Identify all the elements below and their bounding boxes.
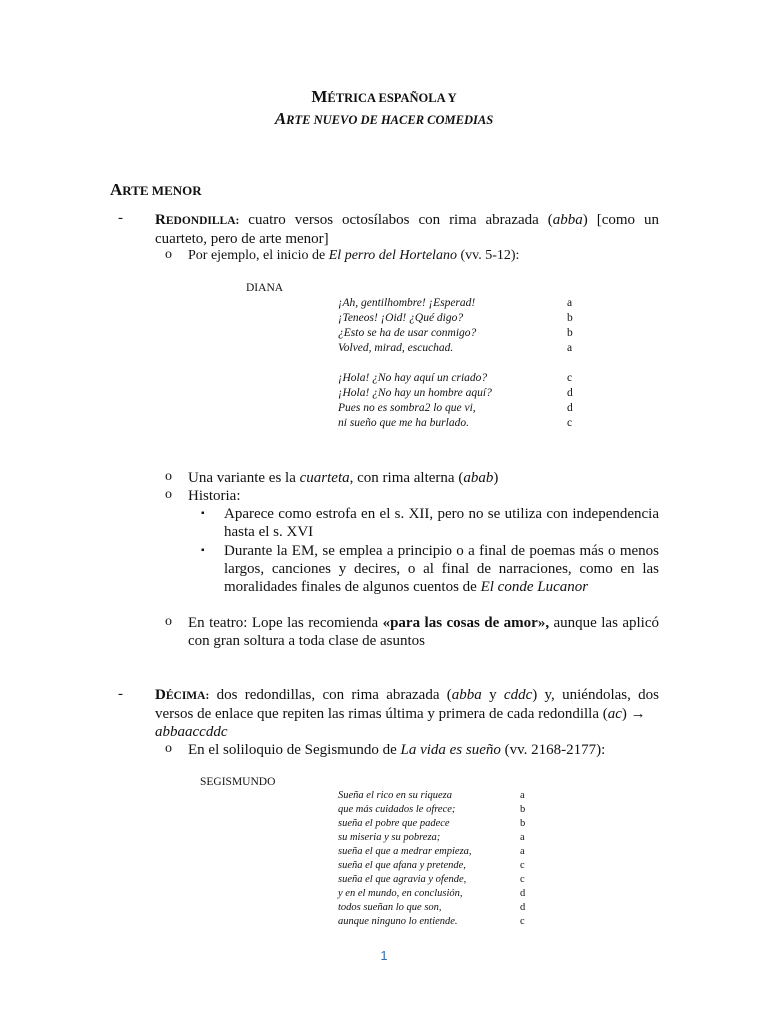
rhyme-letter: c xyxy=(520,916,525,927)
verse-line: ¿Esto se ha de usar conmigo? xyxy=(338,327,477,339)
arrow-icon: → xyxy=(630,706,646,722)
rhyme-letter: d xyxy=(567,387,573,399)
rhyme-letter: d xyxy=(567,402,573,414)
verse-line: aunque ninguno lo entiende. xyxy=(338,916,458,927)
history-item-1: Aparece como estrofa en el s. XII, pero no se utiliza con independencia hasta el s. XVI xyxy=(224,506,659,540)
circle-bullet: o xyxy=(165,487,172,502)
decima-term: DÉCIMA: xyxy=(155,687,210,703)
rhyme-letter: c xyxy=(520,860,525,871)
rhyme-letter: b xyxy=(520,804,526,815)
document-title-line-2: ARTE NUEVO DE HACER COMEDIAS xyxy=(274,109,494,128)
rhyme-letter: c xyxy=(520,874,525,885)
decima-definition: DÉCIMA: dos redondillas, con rima abrazada (abba y cddc) y, uniéndolas, dos versos de enlace que repiten las rimas última y primera de cada redondilla (ac) → abbaaccddc xyxy=(155,687,659,740)
circle-bullet: o xyxy=(165,469,172,484)
rhyme-letter: b xyxy=(567,327,573,339)
verse-line: ¡Teneos! ¡Oid! ¿Qué digo? xyxy=(338,312,464,324)
verse-line: ¡Hola! ¿No hay un hombre aquí? xyxy=(338,387,492,399)
rhyme-letter: a xyxy=(567,342,573,354)
circle-bullet: o xyxy=(165,247,172,262)
rhyme-letter: c xyxy=(567,372,573,384)
rhyme-letter: a xyxy=(520,846,525,857)
history-label: Historia: xyxy=(188,488,241,504)
speaker-diana: DIANA xyxy=(246,282,284,294)
document-title-line-1: MÉTRICA ESPAÑOLA Y xyxy=(311,87,457,106)
redondilla-definition: REDONDILLA: cuatro versos octosílabos con rima abrazada (abba) [como un cuarteto, pero de arte menor] xyxy=(155,212,659,247)
speaker-segismundo: SEGISMUNDO xyxy=(200,776,276,788)
dash-bullet: - xyxy=(118,210,123,226)
rhyme-letter: b xyxy=(567,312,573,324)
redondilla-term: REDONDILLA: xyxy=(155,212,240,228)
rhyme-letter: a xyxy=(520,790,525,801)
verse-line: ¡Hola! ¿No hay aquí un criado? xyxy=(338,372,488,384)
history-item-2: Durante la EM, se emplea a principio o a final de poemas más o menos largos, canciones y decires, o al final de narraciones, como en las moralidades finales de algunos cuentos de El conde Lucanor xyxy=(224,543,659,595)
circle-bullet: o xyxy=(165,614,172,629)
verse-line: sueña el que agravia y ofende, xyxy=(338,874,467,885)
circle-bullet: o xyxy=(165,741,172,756)
square-bullet: ▪ xyxy=(201,508,205,519)
verse-line: Sueña el rico en su riqueza xyxy=(338,790,453,801)
section-heading-arte-menor: ARTE MENOR xyxy=(110,180,202,199)
rhyme-letter: a xyxy=(520,832,525,843)
decima-example-intro: En el soliloquio de Segismundo de La vida es sueño (vv. 2168-2177): xyxy=(188,742,606,758)
verse-line: sueña el que afana y pretende, xyxy=(338,860,466,871)
dash-bullet: - xyxy=(118,686,123,702)
verse-line: y en el mundo, en conclusión, xyxy=(338,888,463,899)
rhyme-letter: a xyxy=(567,297,573,309)
verse-line: sueña el pobre que padece xyxy=(338,818,450,829)
verse-line: Volved, mirad, escuchad. xyxy=(338,342,454,354)
page-number: 1 xyxy=(380,948,388,963)
verse-line: ¡Ah, gentilhombre! ¡Esperad! xyxy=(338,297,476,309)
verse-line: su miseria y su pobreza; xyxy=(338,832,441,843)
theatre-note: En teatro: Lope las recomienda «para las cosas de amor», aunque las aplicó con gran soltura a toda clase de asuntos xyxy=(188,615,660,649)
rhyme-letter: d xyxy=(520,902,526,913)
verse-line: sueña el que a medrar empieza, xyxy=(338,846,472,857)
verse-line: que más cuidados le ofrece; xyxy=(338,804,456,815)
verse-line: Pues no es sombra2 lo que vi, xyxy=(338,402,476,414)
rhyme-letter: d xyxy=(520,888,526,899)
redondilla-example-intro: Por ejemplo, el inicio de El perro del Hortelano (vv. 5-12): xyxy=(188,248,520,263)
verse-line: ni sueño que me ha burlado. xyxy=(338,417,469,429)
rhyme-letter: c xyxy=(567,417,573,429)
rhyme-letter: b xyxy=(520,818,526,829)
square-bullet: ▪ xyxy=(201,545,205,556)
verse-line: todos sueñan lo que son, xyxy=(338,902,442,913)
cuarteta-variant: Una variante es la cuarteta, con rima alterna (abab) xyxy=(188,470,499,486)
